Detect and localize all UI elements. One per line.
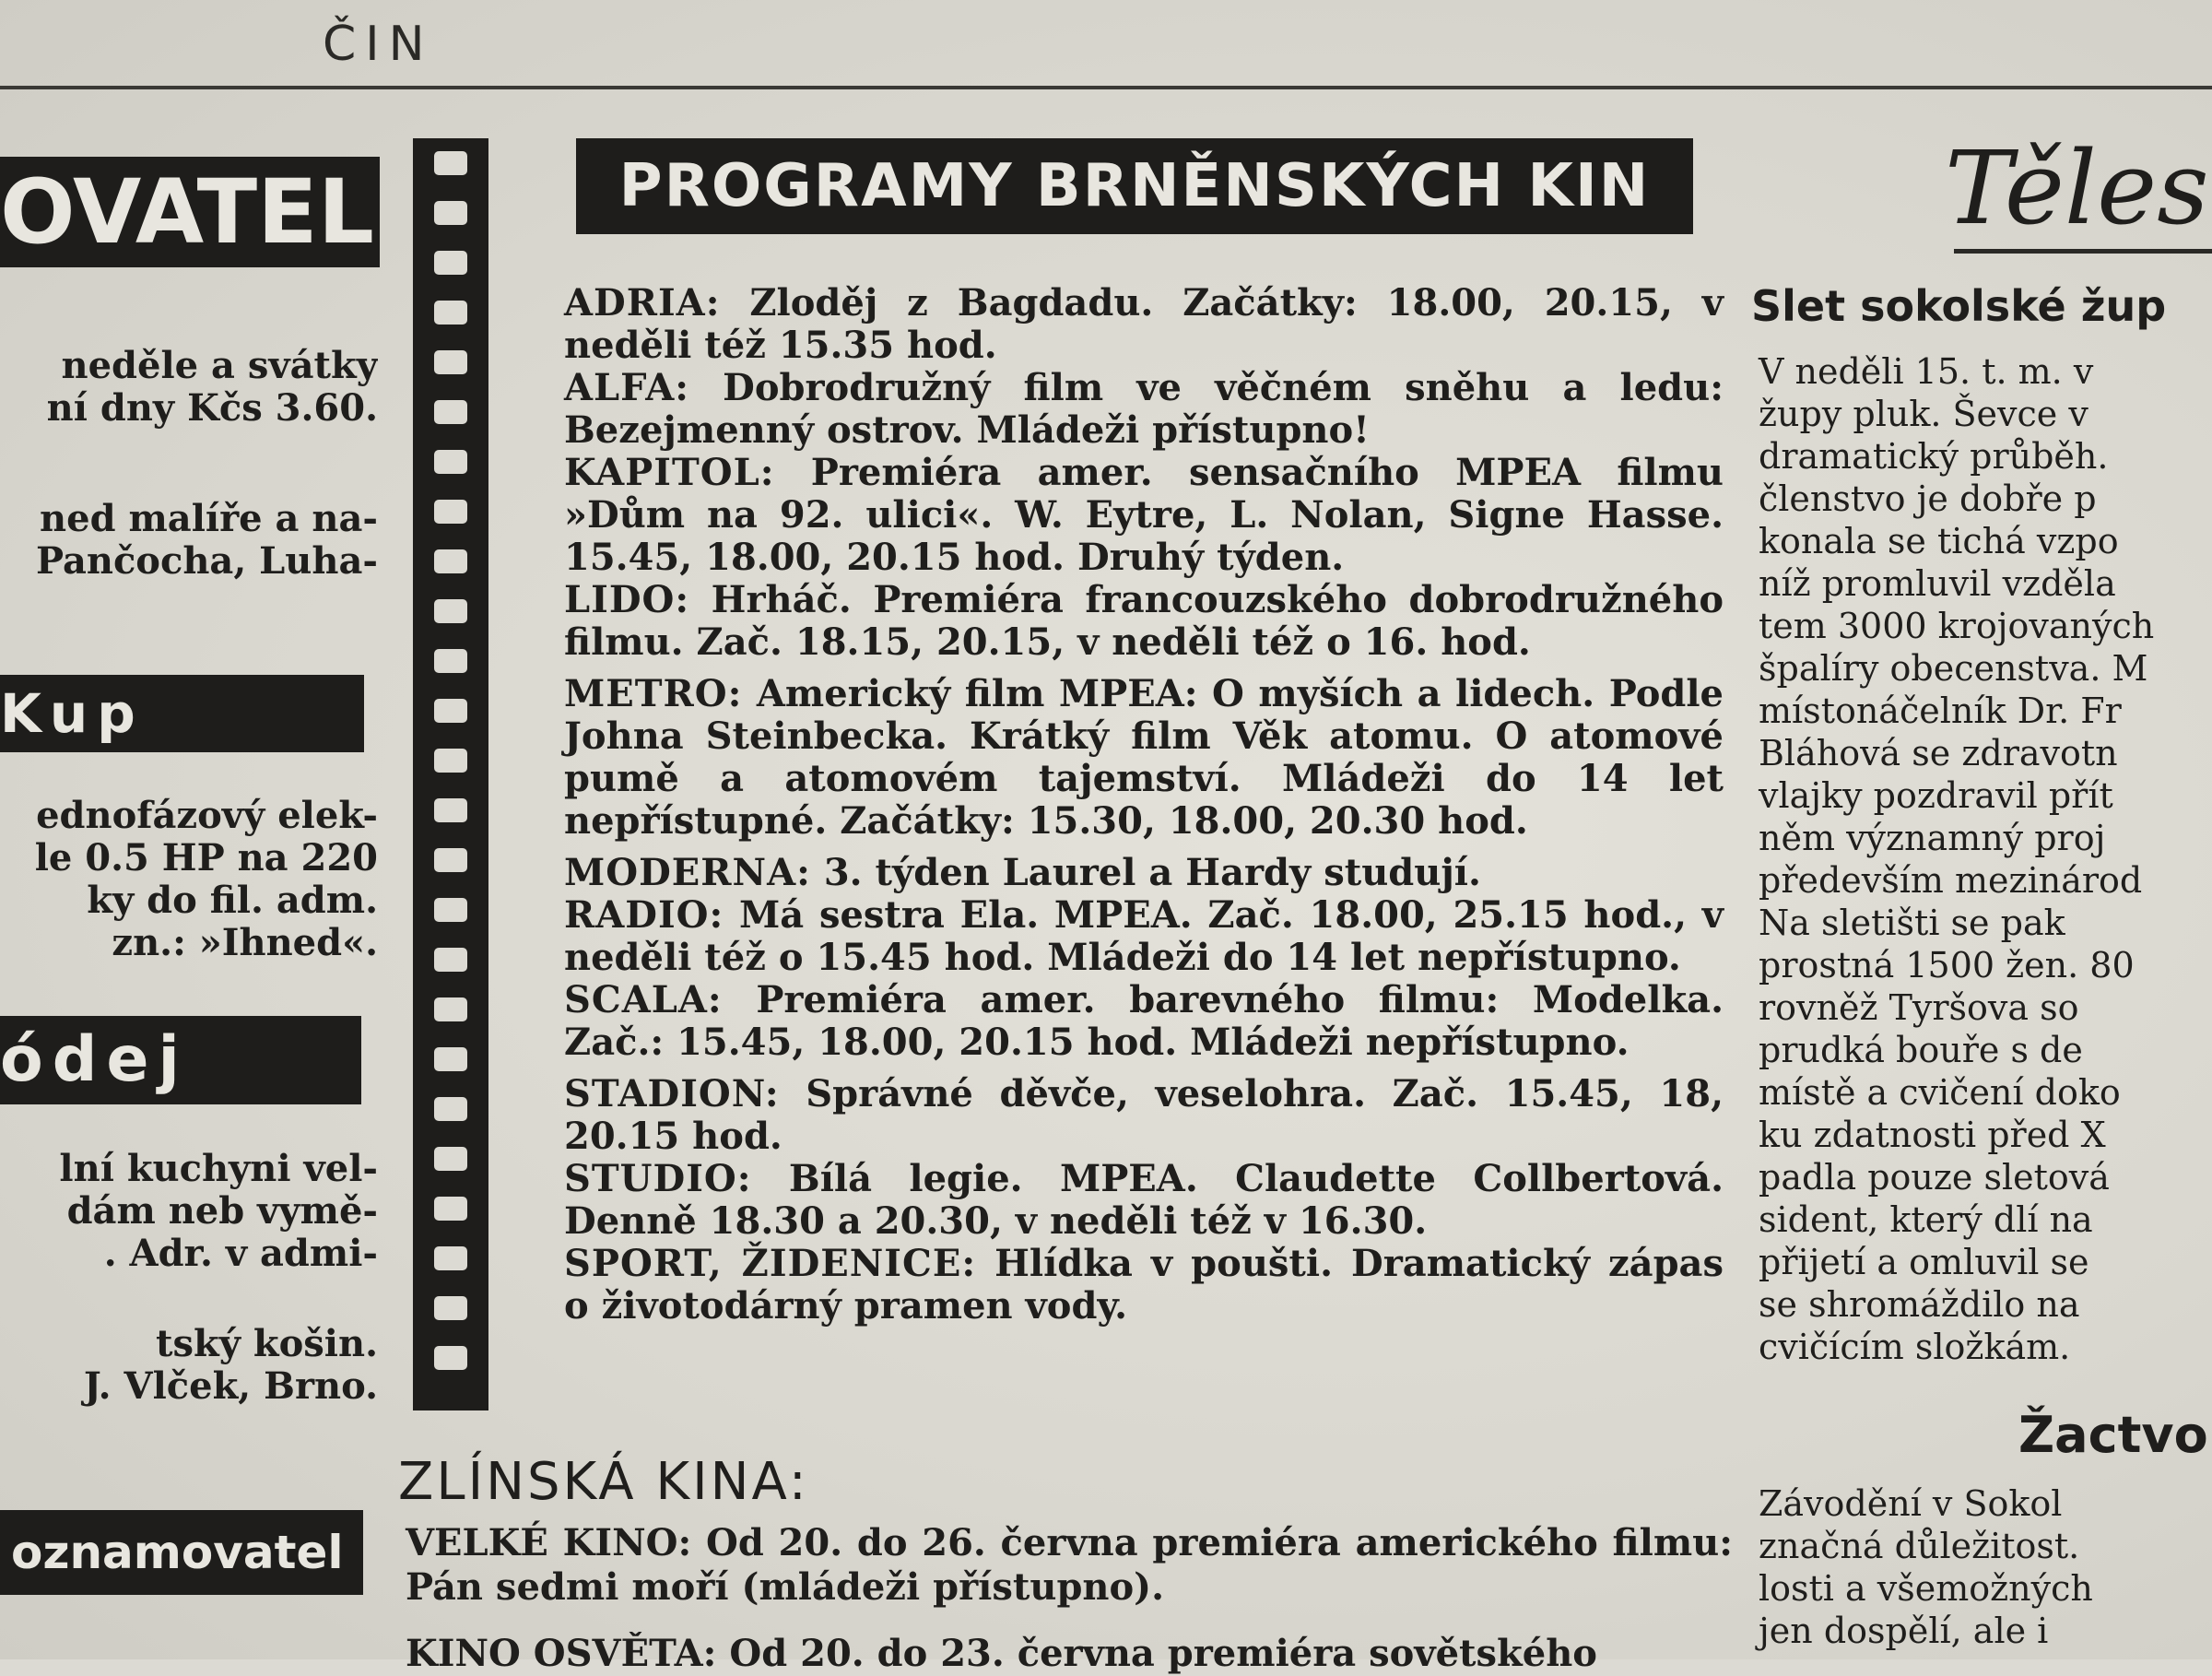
cinema-program-entry — [564, 282, 1724, 367]
film-perforation — [434, 898, 467, 922]
cinema-name: STUDIO: — [564, 1157, 752, 1200]
article-line: značná důležitost. — [1759, 1526, 2080, 1566]
cinema-program-entry — [564, 367, 1724, 452]
article-line: špalíry obecenstva. M — [1759, 648, 2148, 689]
program-text: Americký film MPEA: O myších a lidech. Podle Johna Steinbecka. Krátký film Věk atomu. O atomové pumě a atomovém tajemství. Mládeži do 14 let nepřístupné. Začátky: 15.30, 18.00, 20.30 hod. — [564, 672, 1724, 843]
film-perforation — [434, 500, 467, 524]
film-perforation — [434, 1047, 467, 1071]
film-perforation — [434, 1246, 467, 1270]
header-rule — [0, 86, 2212, 89]
article-line: členstvo je dobře p — [1759, 478, 2097, 519]
article-line: přijetí a omluvil se — [1759, 1242, 2089, 1282]
article-line: místonáčelník Dr. Fr — [1759, 690, 2122, 731]
article-line: V neděli 15. t. m. v — [1759, 351, 2094, 392]
film-strip-decoration — [413, 138, 488, 1410]
cinema-program-entry — [564, 852, 1724, 894]
left-text-line: ky do fil. adm. — [87, 879, 378, 922]
cinema-name: STADION: — [564, 1072, 780, 1115]
article-subhead: Žactvo — [2018, 1406, 2208, 1464]
film-perforation — [434, 549, 467, 573]
program-text: Premiéra amer. barevného filmu: Modelka. Zač.: 15.45, 18.00, 20.15 hod. Mládeži nepřístupno. — [564, 978, 1724, 1064]
article-line: níž promluvil vzděla — [1759, 563, 2116, 604]
article-line: především mezinárod — [1759, 860, 2143, 901]
left-text-line: dám neb vymě- — [66, 1190, 378, 1233]
advert-bar-kup: Kup — [0, 675, 364, 752]
cinema-name: ADRIA: — [564, 281, 721, 325]
article-line: místě a cvičení doko — [1759, 1072, 2121, 1113]
film-perforation — [434, 151, 467, 175]
film-perforation — [434, 599, 467, 623]
left-text-line: lní kuchyni vel- — [59, 1148, 378, 1190]
article-line: něm významný proj — [1759, 818, 2106, 858]
cinema-name: LIDO: — [564, 578, 690, 621]
article-line: losti a všemožných — [1759, 1568, 2093, 1609]
cinema-name: RADIO: — [564, 893, 724, 937]
cinema-program-entry — [564, 1073, 1724, 1158]
article-line: sident, který dlí na — [1759, 1199, 2093, 1240]
left-text-line: ní dny Kčs 3.60. — [46, 387, 378, 430]
film-perforation — [434, 997, 467, 1021]
program-text: Premiéra amer. sensačního MPEA filmu »Dům na 92. ulici«. W. Eytre, L. Nolan, Signe Hasse. 15.45, 18.00, 20.15 hod. Druhý týden. — [564, 451, 1724, 579]
program-text: Má sestra Ela. MPEA. Zač. 18.00, 25.15 hod., v neděli též o 15.45 hod. Mládeži do 14 let nepřístupno. — [564, 893, 1724, 979]
cinema-name: KAPITOL: — [564, 451, 775, 494]
zlin-heading: ZLÍNSKÁ KINA: — [398, 1452, 809, 1512]
film-perforation — [434, 400, 467, 424]
article-line: Závodění v Sokol — [1759, 1483, 2063, 1524]
film-perforation — [434, 798, 467, 822]
film-perforation — [434, 1197, 467, 1221]
article-headline: Slet sokolské žup — [1751, 281, 2167, 331]
program-text: Zloděj z Bagdadu. Začátky: 18.00, 20.15, v neděli též 15.35 hod. — [564, 281, 1724, 367]
left-text-line: zn.: »Ihned«. — [112, 922, 378, 964]
article-line: padla pouze sletová — [1759, 1157, 2110, 1198]
article-line: vlajky pozdravil přít — [1759, 775, 2113, 816]
film-perforation — [434, 649, 467, 673]
film-perforation — [434, 848, 467, 872]
left-text-line: . Adr. v admi- — [103, 1233, 378, 1275]
film-perforation — [434, 301, 467, 325]
article-line: jen dospělí, ale i — [1759, 1611, 2049, 1651]
program-text: Hrháč. Premiéra francouzského dobrodružného filmu. Zač. 18.15, 20.15, v neděli též o 16. hod. — [564, 578, 1724, 664]
cinema-name: ALFA: — [564, 366, 690, 409]
cinema-program-entry — [564, 1243, 1724, 1328]
cinema-program-entry — [564, 1158, 1724, 1243]
article-line: rovněž Tyršova so — [1759, 987, 2079, 1028]
article-line: ku zdatnosti před X — [1759, 1115, 2106, 1155]
film-perforation — [434, 749, 467, 773]
cinema-program-entry — [564, 673, 1724, 843]
article-line: tem 3000 krojovaných — [1759, 606, 2155, 646]
section-header: ČIN — [323, 17, 434, 72]
film-perforation — [434, 1296, 467, 1320]
advert-bar-oznamovatel-small: oznamovatel — [0, 1510, 363, 1595]
advert-bar-prodej: ódej — [0, 1016, 361, 1104]
left-text-line: ednofázový elek- — [36, 795, 378, 837]
right-column — [1733, 120, 2212, 1659]
film-perforation — [434, 948, 467, 972]
left-text-line: J. Vlček, Brno. — [83, 1365, 378, 1408]
program-text: Dobrodružný film ve věčném sněhu a ledu: Bezejmenný ostrov. Mládeži přístupno! — [564, 366, 1724, 452]
program-text: Hlídka v poušti. Dramatický zápas o životodárný pramen vody. — [564, 1242, 1724, 1328]
article-line: se shromáždilo na — [1759, 1284, 2080, 1325]
film-perforation — [434, 251, 467, 275]
cinema-program-entry — [564, 579, 1724, 664]
film-perforation — [434, 450, 467, 474]
article-line: dramatický průběh. — [1759, 436, 2109, 477]
left-text-line: le 0.5 HP na 220 — [34, 837, 378, 879]
cinema-name: MODERNA: — [564, 851, 811, 894]
program-text: Správné děvče, veselohra. Zač. 15.45, 18, 20.15 hod. — [564, 1072, 1724, 1158]
cinema-program-list — [564, 282, 1724, 1328]
left-text-line: Pančocha, Luha- — [35, 540, 378, 583]
film-perforation — [434, 1097, 467, 1121]
left-column — [0, 120, 387, 1659]
left-text-line: tský košin. — [156, 1323, 378, 1365]
film-perforation — [434, 350, 467, 374]
film-perforation — [434, 699, 467, 723]
left-text-line: ned malíře a na- — [40, 498, 378, 540]
article-line: cvičícím složkám. — [1759, 1327, 2071, 1367]
section-heading-script: Těles — [1945, 129, 2209, 247]
program-text: Bílá legie. MPEA. Claudette Collbertová. Denně 18.30 a 20.30, v neděli též v 16.30. — [564, 1157, 1724, 1243]
advert-bar-oznamovatel: OVATEL — [0, 157, 380, 267]
article-line: prostná 1500 žen. 80 — [1759, 945, 2135, 986]
programs-title: PROGRAMY BRNĚNSKÝCH KIN — [576, 138, 1693, 234]
cinema-name: METRO: — [564, 672, 743, 715]
cinema-name: SPORT, ŽIDENICE: — [564, 1242, 977, 1285]
cinema-program-entry — [564, 894, 1724, 979]
article-line: Na sletišti se pak — [1759, 903, 2065, 943]
zlin-cinema-name: VELKÉ KINO: — [406, 1521, 692, 1564]
cinema-program-entry — [564, 979, 1724, 1064]
article-line: konala se tichá vzpo — [1759, 521, 2119, 561]
film-perforation — [434, 201, 467, 225]
left-text-line: neděle a svátky — [61, 345, 378, 387]
film-perforation — [434, 1346, 467, 1370]
article-line: Bláhová se zdravotn — [1759, 733, 2118, 773]
zlin-program-entry — [406, 1521, 1733, 1610]
program-text: 3. týden Laurel a Hardy studují. — [810, 851, 1481, 894]
zlin-program-text: Od 20. do 26. června premiéra amerického filmu: Pán sedmi moří (mládeži přístupno). — [406, 1521, 1733, 1609]
cinema-name: SCALA: — [564, 978, 723, 1021]
zlin-program-entry-2: KINO OSVĚTA: Od 20. do 23. června premiéra sovětského — [406, 1632, 1597, 1675]
article-line: župy pluk. Ševce v — [1759, 394, 2088, 434]
cinema-program-entry — [564, 452, 1724, 579]
article-line: prudká bouře s de — [1759, 1030, 2083, 1070]
heading-rule — [1954, 249, 2212, 254]
film-perforation — [434, 1147, 467, 1171]
